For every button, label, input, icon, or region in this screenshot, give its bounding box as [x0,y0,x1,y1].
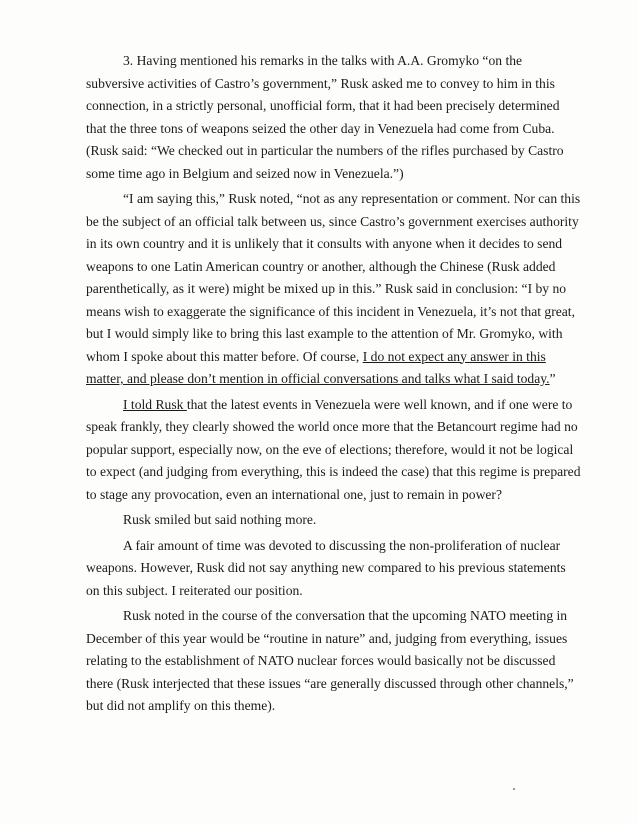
paragraph-text: “I am saying this,” Rusk noted, “not as any representation or comment. Nor can this be the subject of an official talk between us, since Castro’s government exercises authority in its own country and it is unlikely that it consults with anyone when it decides to send weapons to one Latin American country or another, although the Chinese (Rusk added parenthetically, as it were) might be mixed up in this.” Rusk said in conclusion: “I by no means wish to exaggerate the significance of this incident in Venezuela, it’s not that great, but I would simply like to bring this last example to the attention of Mr. Gromyko, with whom I spoke about this matter before. Of course, [86,191,581,364]
underlined-passage: I told Rusk [123,396,187,412]
paragraph-non-proliferation [86,535,582,603]
paragraph-text-end: ” [549,371,556,386]
paragraph-text: 3. Having mentioned his remarks in the talks with A.A. Gromyko “on the subversive activities of Castro’s government,” Rusk asked me to convey to him in this connection, in a strictly personal, unofficial form, that it had been precisely determined that the three tons of weapons seized the other day in Venezuela had come from Cuba. (Rusk said: “We checked out in particular the numbers of the rifles purchased by Castro some time ago in Belgium and seized now in Venezuela.”) [86,53,564,181]
paragraph-text: A fair amount of time was devoted to discussing the non-proliferation of nuclear weapons. However, Rusk did not say anything new compared to his previous statements on this subject. I reiterated our position. [86,537,566,598]
paragraph-text: Rusk noted in the course of the conversation that the upcoming NATO meeting in December of this year would be “routine in nature” and, judging from everything, issues relating to the establishment of NATO nuclear forces would basically not be discussed there (Rusk interjected that these issues “are generally discussed through other channels,” but did not amplify on this theme). [86,608,574,713]
paragraph-rusk-smiled [86,509,582,532]
underlined-passage: I do not expect any answer in this matter, and please don’t mention in official conversations and talks what I said today. [86,348,550,386]
paragraph-text: that the latest events in Venezuela were well known, and if one were to speak frankly, they clearly showed the world once more that the Betancourt regime had no popular support, especially now, on the eve of elections; therefore, would it not be logical to expect (and judging from everything, this is indeed the case) that this regime is prepared to stage any provocation, even an international one, just to remain in power? [86,396,581,502]
paragraph-text: Rusk smiled but said nothing more. [123,512,317,527]
paragraph-rusk-statement [86,188,582,391]
paragraph-nato-meeting [86,605,582,718]
document-body [86,50,582,721]
scan-speck [513,788,515,790]
paragraph-3-castro-weapons [86,50,582,185]
paragraph-reply [86,394,582,507]
